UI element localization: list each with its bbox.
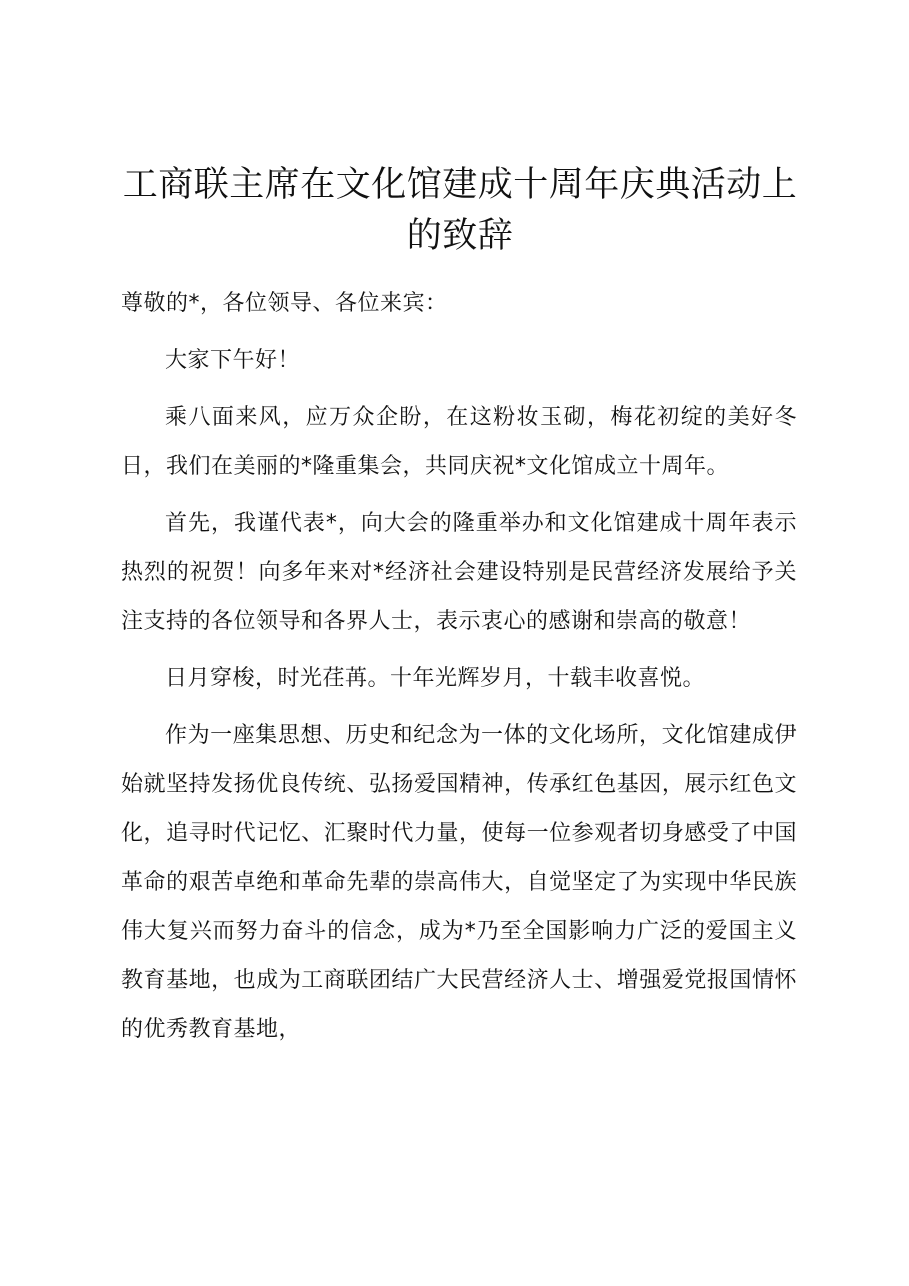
paragraph-greeting: 大家下午好！ [165,348,301,373]
salutation: 尊敬的*，各位领导、各位来宾： [121,291,448,316]
paragraph-congratulations: 首先，我谨代表*，向大会的隆重举办和文化馆建成十周年表示热烈的祝贺！向多年来对*经济社会建设特别是民营经济发展给予关注支持的各位领导和各界人士，表示衷心的感谢和崇高的敬意！ [121,511,797,634]
document-title: 工商联主席在文化馆建成十周年庆典活动上的致辞 [122,165,798,256]
paragraph-cultural-center-role: 作为一座集思想、历史和纪念为一体的文化场所，文化馆建成伊始就坚持发扬优良传统、弘扬爱国精神，传承红色基因，展示红色文化，追寻时代记忆、汇聚时代力量，使每一位参观者切身感受了中国革命的艰苦卓绝和革命先辈的崇高伟大，自觉坚定了为实现中华民族伟大复兴而努力奋斗的信念，成为*乃至全国影响力广泛的爱国主义教育基地，也成为工商联团结广大民营经济人士、增强爱党报国情怀的优秀教育基地， [121,723,797,1042]
paragraph-time-passage: 日月穿梭，时光荏苒。十年光辉岁月，十载丰收喜悦。 [165,666,706,691]
paragraph-opening: 乘八面来风，应万众企盼，在这粉妆玉砌，梅花初绽的美好冬日，我们在美丽的*隆重集会，共同庆祝*文化馆成立十周年。 [121,405,797,479]
document-body [121,279,797,1062]
